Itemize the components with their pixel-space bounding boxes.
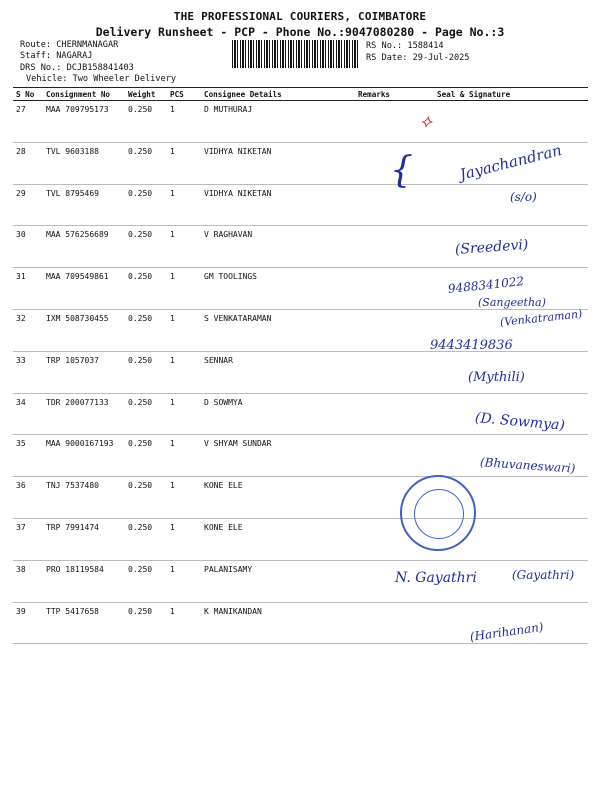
row-consignment: TTP 5417658	[43, 602, 125, 644]
row-consignee: KONE ELE	[201, 477, 355, 519]
signature-sowmya: (D. Sowmya)	[474, 410, 566, 434]
row-pcs: 1	[167, 351, 201, 393]
row-consignment: TNJ 7537480	[43, 477, 125, 519]
row-remarks	[355, 101, 413, 143]
row-weight: 0.250	[125, 477, 167, 519]
signature-mythili: (Mythili)	[468, 370, 525, 385]
row-sno: 36	[13, 477, 43, 519]
row-consignee: PALANISAMY	[201, 560, 355, 602]
col-weight: Weight	[125, 88, 167, 101]
row-pcs: 1	[167, 477, 201, 519]
row-pcs: 1	[167, 393, 201, 435]
route-label: Route: CHERNMANAGAR	[20, 40, 119, 50]
row-weight: 0.250	[125, 560, 167, 602]
row-weight: 0.250	[125, 309, 167, 351]
signature-sreedevi: (Sreedevi)	[454, 236, 529, 258]
row-consignment: TRP 1057037	[43, 351, 125, 393]
row-consignee: VIDHYA NIKETAN	[201, 142, 355, 184]
curly-brace-mark: {	[390, 150, 413, 191]
row-pcs: 1	[167, 435, 201, 477]
col-consignment: Consignment No	[43, 88, 125, 101]
row-sno: 39	[13, 602, 43, 644]
row-sno: 31	[13, 268, 43, 310]
row-sno: 37	[13, 518, 43, 560]
col-sno: S No	[13, 88, 43, 101]
signature-harihanan: (Harihanan)	[469, 619, 545, 644]
col-remarks: Remarks	[355, 88, 413, 101]
signature-bhuvaneswari: (Bhuvaneswari)	[479, 455, 576, 476]
row-remarks	[355, 602, 413, 644]
row-consignee: S VENKATARAMAN	[201, 309, 355, 351]
row-sno: 38	[13, 560, 43, 602]
signature-phone-1: 9488341022	[447, 274, 525, 296]
row-sno: 35	[13, 435, 43, 477]
staff-label: Staff: NAGARAJ	[20, 51, 93, 61]
row-sno: 30	[13, 226, 43, 268]
signature-sangeetha: (Sangeetha)	[478, 296, 546, 309]
barcode	[232, 40, 360, 68]
table-row	[13, 101, 588, 143]
row-weight: 0.250	[125, 435, 167, 477]
row-remarks	[355, 268, 413, 310]
row-consignment: PRO 18119584	[43, 560, 125, 602]
col-pcs: PCS	[167, 88, 201, 101]
signature-gayathri: N. Gayathri	[395, 570, 477, 586]
row-consignment: TDR 200077133	[43, 393, 125, 435]
red-initial-mark: ⟡	[420, 111, 432, 132]
row-consignment: TVL 9603188	[43, 142, 125, 184]
row-consignee: V SHYAM SUNDAR	[201, 435, 355, 477]
row-pcs: 1	[167, 226, 201, 268]
row-pcs: 1	[167, 309, 201, 351]
company-title: THE PROFESSIONAL COURIERS, COIMBATORE	[173, 10, 427, 23]
row-consignee: D SOWMYA	[201, 393, 355, 435]
row-weight: 0.250	[125, 226, 167, 268]
row-pcs: 1	[167, 602, 201, 644]
row-weight: 0.250	[125, 184, 167, 226]
row-pcs: 1	[167, 518, 201, 560]
row-consignment: MAA 9000167193	[43, 435, 125, 477]
row-consignee: VIDHYA NIKETAN	[201, 184, 355, 226]
signature-jayachandran: Jayachandran	[457, 141, 564, 184]
vehicle-label: Vehicle: Two Wheeler Delivery	[26, 74, 177, 84]
row-weight: 0.250	[125, 142, 167, 184]
row-consignment: MAA 576256689	[43, 226, 125, 268]
runsheet-subtitle: Delivery Runsheet - PCP - Phone No.:9047080280 - Page No.:3	[95, 25, 505, 39]
rs-date: RS Date: 29-Jul-2025	[366, 53, 470, 63]
table-header-row	[13, 88, 588, 101]
row-pcs: 1	[167, 101, 201, 143]
table-row	[13, 184, 588, 226]
company-seal	[400, 475, 476, 551]
table-row	[13, 477, 588, 519]
row-weight: 0.250	[125, 268, 167, 310]
row-weight: 0.250	[125, 101, 167, 143]
signature-phone-2: 9443419836	[430, 338, 513, 353]
row-weight: 0.250	[125, 518, 167, 560]
row-consignee: D MUTHURAJ	[201, 101, 355, 143]
row-weight: 0.250	[125, 602, 167, 644]
row-weight: 0.250	[125, 393, 167, 435]
row-remarks	[355, 351, 413, 393]
rs-number: RS No.: 1588414	[366, 41, 444, 51]
table-row	[13, 560, 588, 602]
row-pcs: 1	[167, 268, 201, 310]
row-remarks	[355, 435, 413, 477]
col-consignee: Consignee Details	[201, 88, 355, 101]
signature-venkatraman: (Venkatraman)	[499, 307, 583, 329]
row-sno: 27	[13, 101, 43, 143]
row-sno: 32	[13, 309, 43, 351]
row-consignment: TRP 7991474	[43, 518, 125, 560]
signature-gayathri-print: (Gayathri)	[512, 568, 575, 582]
col-signature: Seal & Signature	[413, 88, 588, 101]
row-remarks	[355, 393, 413, 435]
row-remarks	[355, 309, 413, 351]
row-consignee: K MANIKANDAN	[201, 602, 355, 644]
drs-number: DRS No.: DCJB158841403	[20, 63, 134, 73]
row-signature	[413, 101, 588, 143]
row-consignee: KONE ELE	[201, 518, 355, 560]
row-consignee: GM TOOLINGS	[201, 268, 355, 310]
row-remarks	[355, 226, 413, 268]
row-sno: 33	[13, 351, 43, 393]
row-signature	[413, 184, 588, 226]
row-pcs: 1	[167, 184, 201, 226]
row-consignee: V RAGHAVAN	[201, 226, 355, 268]
table-row	[13, 518, 588, 560]
row-consignment: TVL 8795469	[43, 184, 125, 226]
row-pcs: 1	[167, 560, 201, 602]
seal-inner-ring	[414, 489, 464, 539]
row-consignee: SENNAR	[201, 351, 355, 393]
row-sno: 28	[13, 142, 43, 184]
row-sno: 34	[13, 393, 43, 435]
row-consignment: IXM 508730455	[43, 309, 125, 351]
row-consignment: MAA 709795173	[43, 101, 125, 143]
row-pcs: 1	[167, 142, 201, 184]
row-weight: 0.250	[125, 351, 167, 393]
signature-s-o: (s/o)	[510, 190, 537, 204]
row-sno: 29	[13, 184, 43, 226]
row-consignment: MAA 709549861	[43, 268, 125, 310]
